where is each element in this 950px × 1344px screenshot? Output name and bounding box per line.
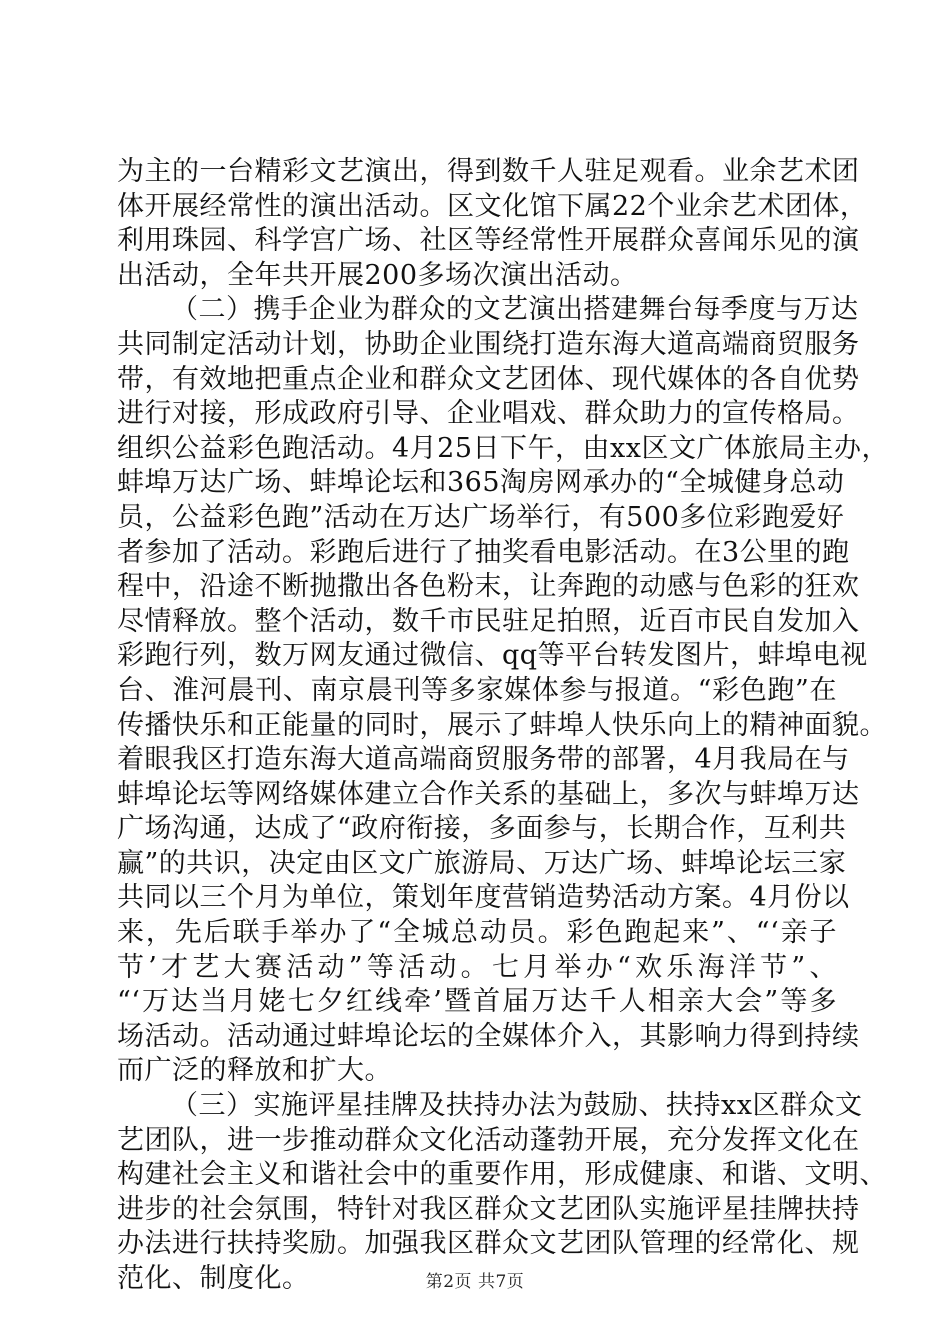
text-line: 尽情释放。整个活动，数千市民驻足拍照，近百市民自发加入 bbox=[117, 605, 860, 637]
text-line: 程中，沿途不断抛撒出各色粉末，让奔跑的动感与色彩的狂欢 bbox=[117, 571, 860, 603]
text-line: 而广泛的释放和扩大。 bbox=[117, 1055, 392, 1087]
text-line: 进行对接，形成政府引导、企业唱戏、群众助力的宣传格局。 bbox=[117, 398, 860, 430]
page-footer bbox=[0, 1271, 950, 1293]
text-line: 彩跑行列，数万网友通过微信、qq等平台转发图片，蚌埠电视 bbox=[117, 640, 868, 672]
text-line: 员，公益彩色跑”活动在万达广场举行，有500多位彩跑爱好 bbox=[117, 501, 845, 533]
text-line: 者参加了活动。彩跑后进行了抽奖看电影活动。在3公里的跑 bbox=[117, 536, 850, 568]
text-line: 艺团队，进一步推动群众文化活动蓬勃开展，充分发挥文化在 bbox=[117, 1124, 860, 1156]
text-line: 组织公益彩色跑活动。4月25日下午，由xx区文广体旅局主办， bbox=[117, 432, 889, 464]
body-text bbox=[117, 155, 889, 1297]
page-number-label: 第2页 共7页 bbox=[425, 1272, 525, 1292]
text-line: 蚌埠论坛等网络媒体建立合作关系的基础上，多次与蚌埠万达 bbox=[117, 778, 860, 810]
text-line: 带，有效地把重点企业和群众文艺团体、现代媒体的各自优势 bbox=[117, 363, 860, 395]
text-line: 传播快乐和正能量的同时，展示了蚌埠人快乐向上的精神面貌。 bbox=[117, 709, 887, 741]
text-line: 台、淮河晨刊、南京晨刊等多家媒体参与报道。“彩色跑”在 bbox=[117, 674, 837, 706]
text-line: 来，先后联手举办了“全城总动员。彩色跑起来”、“‘亲子 bbox=[117, 917, 837, 949]
text-line: 进步的社会氛围，特针对我区群众文艺团队实施评星挂牌扶持 bbox=[117, 1193, 860, 1225]
text-line: （三）实施评星挂牌及扶持办法为鼓励、扶持xx区群众文 bbox=[171, 1090, 863, 1122]
text-line: “‘万达当月姥七夕红线牵’暨首届万达千人相亲大会”等多 bbox=[117, 986, 837, 1018]
text-line: 利用珠园、科学宫广场、社区等经常性开展群众喜闻乐见的演 bbox=[117, 225, 860, 257]
text-line: （二）携手企业为群众的文艺演出搭建舞台每季度与万达 bbox=[171, 294, 859, 326]
text-line: 体开展经常性的演出活动。区文化馆下属22个业余艺术团体， bbox=[117, 190, 868, 222]
text-line: 出活动，全年共开展200多场次演出活动。 bbox=[117, 259, 638, 291]
text-line: 节’才艺大赛活动”等活动。七月举办“欢乐海洋节”、 bbox=[117, 951, 837, 983]
text-line: 为主的一台精彩文艺演出，得到数千人驻足观看。业余艺术团 bbox=[117, 156, 860, 187]
text-line: 广场沟通，达成了“政府衔接，多面参与，长期合作，互利共 bbox=[117, 813, 847, 845]
text-line: 办法进行扶持奖励。加强我区群众文艺团队管理的经常化、规 bbox=[117, 1228, 860, 1260]
text-line: 赢”的共识，决定由区文广旅游局、万达广场、蚌埠论坛三家 bbox=[117, 847, 847, 879]
text-line: 构建社会主义和谐社会中的重要作用，形成健康、和谐、文明、 bbox=[117, 1159, 887, 1191]
text-line: 蚌埠万达广场、蚌埠论坛和365淘房网承办的“全城健身总动 bbox=[117, 467, 845, 499]
text-line: 着眼我区打造东海大道高端商贸服务带的部署，4月我局在与 bbox=[117, 744, 850, 776]
text-line: 范化、制度化。 bbox=[117, 1263, 310, 1294]
text-line: 共同以三个月为单位，策划年度营销造势活动方案。4月份以 bbox=[117, 882, 850, 914]
text-line: 场活动。活动通过蚌埠论坛的全媒体介入，其影响力得到持续 bbox=[117, 1020, 860, 1052]
text-line: 共同制定活动计划，协助企业围绕打造东海大道高端商贸服务 bbox=[117, 328, 860, 360]
